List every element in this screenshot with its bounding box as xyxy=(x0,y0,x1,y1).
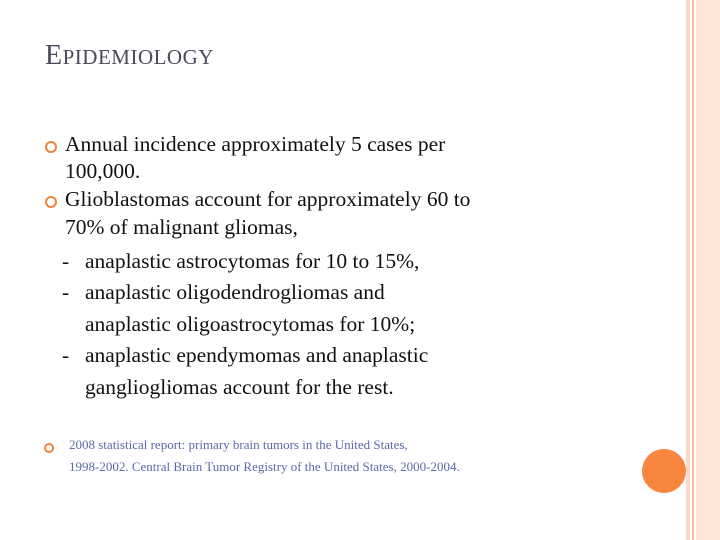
bullet-ring-icon xyxy=(45,196,57,208)
slide-title xyxy=(45,40,214,72)
sub-item-2-line-2: anaplastic oligoastrocytomas for 10%; xyxy=(85,312,416,336)
sub-item-marker: - xyxy=(62,249,70,273)
bullet-2-line-1: Glioblastomas account for approximately 60 to xyxy=(65,187,471,211)
accent-circle xyxy=(642,449,686,493)
bullet-ring-icon xyxy=(45,141,57,153)
decorative-stripe xyxy=(692,0,694,540)
sub-item-3-line-2: gangliogliomas account for the rest. xyxy=(85,375,394,399)
bullet-1-line-1: Annual incidence approximately 5 cases per xyxy=(65,132,446,156)
sub-item-marker: - xyxy=(62,280,70,304)
title-rest: PIDEMIOLOGY xyxy=(62,45,214,69)
sub-item-1-line-1: anaplastic astrocytomas for 10 to 15%, xyxy=(85,249,420,273)
sub-item-3-line-1: anaplastic ependymomas and anaplastic xyxy=(85,343,429,367)
sub-item-2-line-1: anaplastic oligodendrogliomas and xyxy=(85,280,385,304)
bullet-ring-icon xyxy=(44,443,54,453)
bullet-1-line-2: 100,000. xyxy=(65,159,141,183)
bullet-2-line-2: 70% of malignant gliomas, xyxy=(65,215,298,239)
sub-item-marker: - xyxy=(62,343,70,367)
decorative-stripe xyxy=(696,0,720,540)
reference-line-2: 1998-2002. Central Brain Tumor Registry of the United States, 2000-2004. xyxy=(69,459,460,474)
decorative-stripe xyxy=(686,0,690,540)
reference-line-1: 2008 statistical report: primary brain tumors in the United States, xyxy=(69,437,408,452)
title-first-letter: E xyxy=(45,40,63,71)
